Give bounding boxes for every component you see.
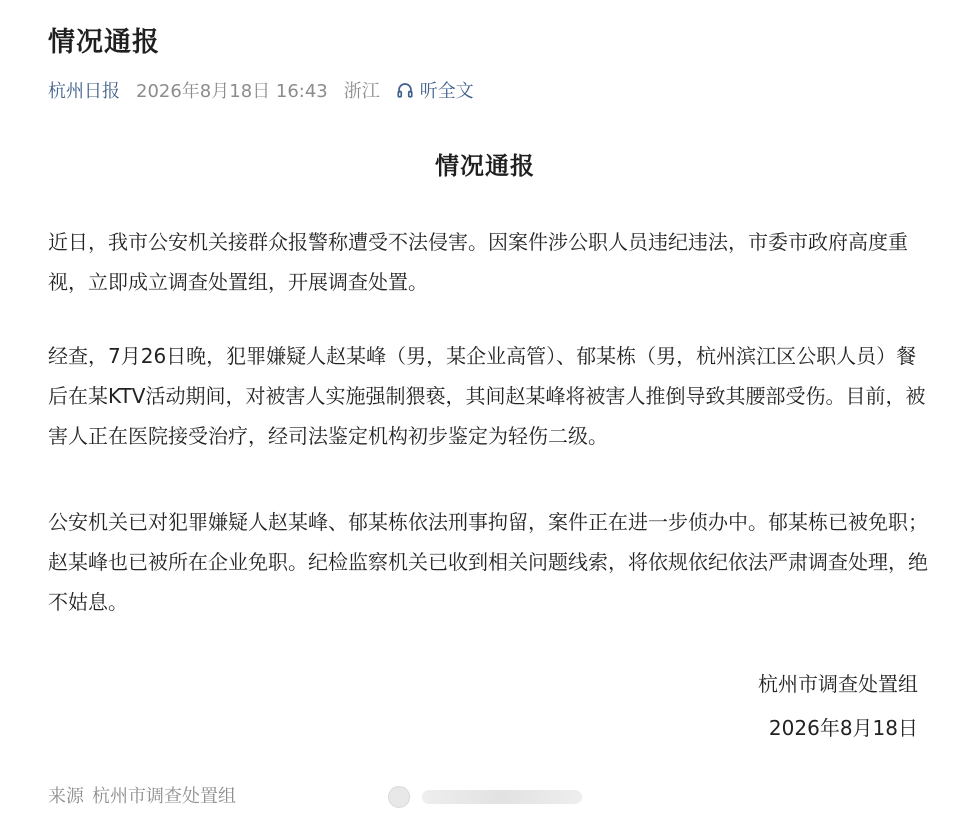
paragraph-3: 公安机关已对犯罪嫌疑人赵某峰、郁某栋依法刑事拘留，案件正在进一步侦办中。郁某栋已被免职；赵某峰也已被所在企业免职。纪检监察机关已收到相关问题线索，将依规依纪依法严肃调查处理，绝不姑息。 [48,510,928,614]
signature-date: 2026年8月18日 [768,716,918,740]
publish-datetime: 2026年8月18日 16:43 [136,81,328,102]
paragraph-1: 近日，我市公安机关接群众报警称遭受不法侵害。因案件涉公职人员违纪违法，市委市政府高度重视，立即成立调查处置组，开展调查处置。 [48,230,908,294]
source-footer [48,782,236,808]
article-headline: 情况通报 [48,27,160,58]
source-footer-value: 杭州市调查处置组 [92,786,236,807]
listen-label: 听全文 [419,81,474,102]
watermark [388,786,582,808]
headphones-icon [396,81,414,99]
source-link[interactable]: 杭州日报 [48,81,120,102]
notice-title: 情况通报 [435,152,535,180]
signature-org: 杭州市调查处置组 [758,672,918,696]
region-label: 浙江 [343,81,380,102]
watermark-logo-icon [388,786,410,808]
article-meta [48,76,474,104]
paragraph-2: 经查，7月26日晚，犯罪嫌疑人赵某峰（男，某企业高管）、郁某栋（男，杭州滨江区公职人员）餐后在某KTV活动期间，对被害人实施强制猥亵，其间赵某峰将被害人推倒导致其腰部受伤。目前，被害人正在医院接受治疗，经司法鉴定机构初步鉴定为轻伤二级。 [48,344,926,448]
source-footer-label: 来源 [48,786,84,807]
watermark-bar [422,790,582,804]
listen-button[interactable] [396,77,474,103]
